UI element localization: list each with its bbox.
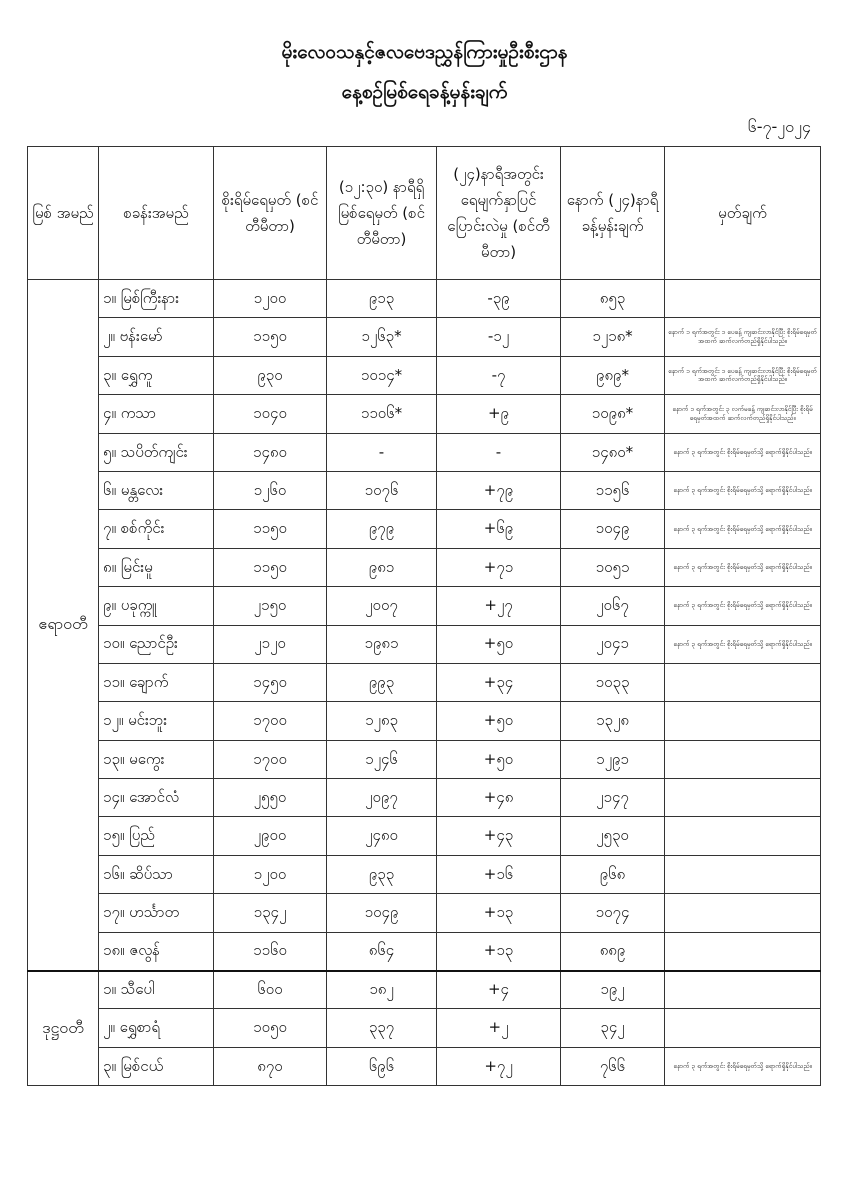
station-name: ၁၁။ ချောက် bbox=[99, 663, 214, 701]
level-change: +၆၉ bbox=[437, 510, 561, 548]
level-change: -၃၉ bbox=[437, 280, 561, 318]
col-header-river: မြစ် အမည် bbox=[28, 147, 99, 280]
forecast-level: ၁၀၄၉ bbox=[561, 510, 665, 548]
forecast-level: ၁၃၂၈ bbox=[561, 702, 665, 740]
current-level: ၁၂၄၆ bbox=[327, 740, 437, 778]
forecast-level: ၁၀၇၄ bbox=[561, 894, 665, 932]
station-name: ၁၈။ ဇလွန် bbox=[99, 932, 214, 970]
table-row bbox=[28, 471, 821, 509]
table-row bbox=[28, 318, 821, 356]
level-change: -၇ bbox=[437, 356, 561, 394]
current-level: ၂၄၈၀ bbox=[327, 817, 437, 855]
river-name: ဧရာဝတီ bbox=[28, 280, 99, 971]
current-level: ၂၀၉၇ bbox=[327, 779, 437, 817]
table-row bbox=[28, 894, 821, 932]
remark bbox=[665, 280, 821, 318]
level-change: +၁၆ bbox=[437, 855, 561, 893]
remark: နောက် ၁ ရက်အတွင်း ၃ လက်မခန့် ကျဆင်းလာနိုင်ပြီး စိုးရိမ်ရေမှတ်အထက် ဆက်လက်တည်ရှိနိုင်ပါသည်။ bbox=[665, 395, 821, 433]
col-header-current-level: (၁၂:၃၀) နာရီရှိ မြစ်ရေမှတ် (စင်တီမီတာ) bbox=[327, 147, 437, 280]
current-level: ၆၉၆ bbox=[327, 1047, 437, 1085]
table-row bbox=[28, 587, 821, 625]
danger-level: ၈၇၀ bbox=[214, 1047, 327, 1085]
remark bbox=[665, 663, 821, 701]
col-header-change: (၂၄)နာရီအတွင်း ရေမျက်နှာပြင် ပြောင်းလဲမှု (စင်တီမီတာ) bbox=[437, 147, 561, 280]
current-level: ၁၂၈၃ bbox=[327, 702, 437, 740]
level-change: +၂၇ bbox=[437, 587, 561, 625]
level-change: +၄၈ bbox=[437, 779, 561, 817]
table-row bbox=[28, 433, 821, 471]
remark: နောက် ၁ ရက်အတွင်း ၁ ပေခန့် ကျဆင်းလာနိုင်ပြီး စိုးရိမ်ရေမှတ်အထက် ဆက်လက်တည်ရှိနိုင်ပါသည်။ bbox=[665, 318, 821, 356]
remark: နောက် ၃ ရက်အတွင်း စိုးရိမ်ရေမှတ်သို့ ရောက်ရှိနိုင်ပါသည်။ bbox=[665, 510, 821, 548]
station-name: ၆။ မန္တလေး bbox=[99, 471, 214, 509]
forecast-level: ၁၂၁၈* bbox=[561, 318, 665, 356]
river-forecast-table bbox=[27, 146, 821, 1086]
danger-level: ၁၁၅၀ bbox=[214, 318, 327, 356]
table-row bbox=[28, 971, 821, 1009]
danger-level: ၁၂၀၀ bbox=[214, 855, 327, 893]
level-change: +၃၄ bbox=[437, 663, 561, 701]
table-body bbox=[28, 280, 821, 1086]
table-row bbox=[28, 932, 821, 970]
danger-level: ၁၁၆၀ bbox=[214, 932, 327, 970]
table-row bbox=[28, 740, 821, 778]
current-level: ၂၀၀၇ bbox=[327, 587, 437, 625]
level-change: +၁၃ bbox=[437, 932, 561, 970]
table-row bbox=[28, 817, 821, 855]
current-level: ၁၁၀၆* bbox=[327, 395, 437, 433]
forecast-level: ၁၄၈၀* bbox=[561, 433, 665, 471]
remark: နောက် ၃ ရက်အတွင်း စိုးရိမ်ရေမှတ်သို့ ရောက်ရှိနိုင်ပါသည်။ bbox=[665, 625, 821, 663]
remark bbox=[665, 971, 821, 1009]
col-header-remarks: မှတ်ချက် bbox=[665, 147, 821, 280]
level-change: +၉ bbox=[437, 395, 561, 433]
forecast-level: ၁၂၉၁ bbox=[561, 740, 665, 778]
current-level: ၁၉၈၁ bbox=[327, 625, 437, 663]
remark bbox=[665, 702, 821, 740]
table-row bbox=[28, 663, 821, 701]
forecast-level: ၂၁၄၇ bbox=[561, 779, 665, 817]
station-name: ၁၀။ ညောင်ဦး bbox=[99, 625, 214, 663]
river-name: ဒုဋ္ဌဝတီ bbox=[28, 971, 99, 1086]
forecast-level: ၈၅၃ bbox=[561, 280, 665, 318]
danger-level: ၁၄၈၀ bbox=[214, 433, 327, 471]
remark bbox=[665, 932, 821, 970]
station-name: ၁။ မြစ်ကြီးနား bbox=[99, 280, 214, 318]
col-header-forecast: နောက် (၂၄)နာရီ ခန့်မှန်းချက် bbox=[561, 147, 665, 280]
remark bbox=[665, 894, 821, 932]
forecast-level: ၈၈၉ bbox=[561, 932, 665, 970]
danger-level: ၆၀၀ bbox=[214, 971, 327, 1009]
level-change: +၇၉ bbox=[437, 471, 561, 509]
level-change: +၇၂ bbox=[437, 1047, 561, 1085]
station-name: ၁၂။ မင်းဘူး bbox=[99, 702, 214, 740]
station-name: ၁။ သီပေါ bbox=[99, 971, 214, 1009]
remark bbox=[665, 740, 821, 778]
remark: နောက် ၃ ရက်အတွင်း စိုးရိမ်ရေမှတ်သို့ ရောက်ရှိနိုင်ပါသည်။ bbox=[665, 1047, 821, 1085]
current-level: - bbox=[327, 433, 437, 471]
current-level: ၃၃၇ bbox=[327, 1009, 437, 1047]
report-date: ၆-၇-၂၀၂၄ bbox=[747, 117, 811, 136]
danger-level: ၂၁၂၀ bbox=[214, 625, 327, 663]
danger-level: ၁၁၅၀ bbox=[214, 548, 327, 586]
table-row bbox=[28, 779, 821, 817]
remark: နောက် ၃ ရက်အတွင်း စိုးရိမ်ရေမှတ်သို့ ရောက်ရှိနိုင်ပါသည်။ bbox=[665, 587, 821, 625]
remark: နောက် ၃ ရက်အတွင်း စိုးရိမ်ရေမှတ်သို့ ရောက်ရှိနိုင်ပါသည်။ bbox=[665, 471, 821, 509]
forecast-level: ၂၀၄၁ bbox=[561, 625, 665, 663]
danger-level: ၁၇၀၀ bbox=[214, 740, 327, 778]
level-change: +၅၀ bbox=[437, 625, 561, 663]
forecast-level: ၁၀၅၁ bbox=[561, 548, 665, 586]
current-level: ၁၈၂ bbox=[327, 971, 437, 1009]
forecast-level: ၉၈၉* bbox=[561, 356, 665, 394]
table-row bbox=[28, 855, 821, 893]
forecast-level: ၇၆၆ bbox=[561, 1047, 665, 1085]
table-row bbox=[28, 395, 821, 433]
station-name: ၁၃။ မကွေး bbox=[99, 740, 214, 778]
station-name: ၈။ မြင်းမူ bbox=[99, 548, 214, 586]
danger-level: ၁၁၅၀ bbox=[214, 510, 327, 548]
current-level: ၉၁၃ bbox=[327, 280, 437, 318]
current-level: ၁၀၁၄* bbox=[327, 356, 437, 394]
table-row bbox=[28, 548, 821, 586]
station-name: ၁၅။ ပြည် bbox=[99, 817, 214, 855]
forecast-level: ၁၁၅၆ bbox=[561, 471, 665, 509]
remark bbox=[665, 1009, 821, 1047]
current-level: ၉၈၁ bbox=[327, 548, 437, 586]
table-row bbox=[28, 356, 821, 394]
level-change: -၁၂ bbox=[437, 318, 561, 356]
level-change: +၂ bbox=[437, 1009, 561, 1047]
current-level: ၁၂၆၃* bbox=[327, 318, 437, 356]
station-name: ၂။ ရွှေစာရံ bbox=[99, 1009, 214, 1047]
current-level: ၉၇၉ bbox=[327, 510, 437, 548]
table-row bbox=[28, 625, 821, 663]
station-name: ၄။ ကသာ bbox=[99, 395, 214, 433]
table-row bbox=[28, 1047, 821, 1085]
level-change: +၄ bbox=[437, 971, 561, 1009]
danger-level: ၁၇၀၀ bbox=[214, 702, 327, 740]
current-level: ၁၀၇၆ bbox=[327, 471, 437, 509]
level-change: +၅၀ bbox=[437, 740, 561, 778]
remark: နောက် ၃ ရက်အတွင်း စိုးရိမ်ရေမှတ်သို့ ရောက်ရှိနိုင်ပါသည်။ bbox=[665, 433, 821, 471]
station-name: ၃။ မြစ်ငယ် bbox=[99, 1047, 214, 1085]
danger-level: ၁၂၆၀ bbox=[214, 471, 327, 509]
remark: နောက် ၁ ရက်အတွင်း ၁ ပေခန့် ကျဆင်းလာနိုင်ပြီး စိုးရိမ်ရေမှတ်အထက် ဆက်လက်တည်ရှိနိုင်ပါသည်။ bbox=[665, 356, 821, 394]
current-level: ၉၃၃ bbox=[327, 855, 437, 893]
forecast-level: ၂၀၆၇ bbox=[561, 587, 665, 625]
danger-level: ၁၀၄၀ bbox=[214, 395, 327, 433]
danger-level: ၁၂၀၀ bbox=[214, 280, 327, 318]
station-name: ၁၄။ အောင်လံ bbox=[99, 779, 214, 817]
col-header-danger-level: စိုးရိမ်ရေမှတ် (စင်တီမီတာ) bbox=[214, 147, 327, 280]
forecast-level: ၂၅၃၀ bbox=[561, 817, 665, 855]
page-title: မိုးလေဝသနှင့်ဇလဗေဒညွှန်ကြားမှုဦးစီးဌာန bbox=[281, 41, 568, 63]
page-subtitle: နေ့စဉ်မြစ်ရေခန့်မှန်းချက် bbox=[341, 81, 508, 103]
table-header-row bbox=[28, 147, 821, 280]
station-name: ၉။ ပခုက္ကူ bbox=[99, 587, 214, 625]
danger-level: ၁၃၄၂ bbox=[214, 894, 327, 932]
danger-level: ၂၁၅၀ bbox=[214, 587, 327, 625]
level-change: +၄၃ bbox=[437, 817, 561, 855]
level-change: +၁၃ bbox=[437, 894, 561, 932]
station-name: ၁၇။ ဟင်္သာတ bbox=[99, 894, 214, 932]
danger-level: ၂၅၅၀ bbox=[214, 779, 327, 817]
danger-level: ၉၃၀ bbox=[214, 356, 327, 394]
forecast-level: ၁၀၉၈* bbox=[561, 395, 665, 433]
table-row bbox=[28, 510, 821, 548]
level-change: - bbox=[437, 433, 561, 471]
table-row bbox=[28, 702, 821, 740]
level-change: +၇၁ bbox=[437, 548, 561, 586]
danger-level: ၁၄၅၀ bbox=[214, 663, 327, 701]
danger-level: ၂၉၀၀ bbox=[214, 817, 327, 855]
table-row bbox=[28, 1009, 821, 1047]
forecast-level: ၁၀၃၃ bbox=[561, 663, 665, 701]
danger-level: ၁၀၅၀ bbox=[214, 1009, 327, 1047]
table-row bbox=[28, 280, 821, 318]
forecast-level: ၉၆၈ bbox=[561, 855, 665, 893]
current-level: ၁၀၄၉ bbox=[327, 894, 437, 932]
remark: နောက် ၃ ရက်အတွင်း စိုးရိမ်ရေမှတ်သို့ ရောက်ရှိနိုင်ပါသည်။ bbox=[665, 548, 821, 586]
current-level: ၈၆၄ bbox=[327, 932, 437, 970]
forecast-level: ၃၄၂ bbox=[561, 1009, 665, 1047]
level-change: +၅၀ bbox=[437, 702, 561, 740]
col-header-station: စခန်းအမည် bbox=[99, 147, 214, 280]
current-level: ၉၉၃ bbox=[327, 663, 437, 701]
station-name: ၃။ ရွှေကူ bbox=[99, 356, 214, 394]
remark bbox=[665, 779, 821, 817]
forecast-level: ၁၉၂ bbox=[561, 971, 665, 1009]
station-name: ၇။ စစ်ကိုင်း bbox=[99, 510, 214, 548]
station-name: ၅။ သပိတ်ကျင်း bbox=[99, 433, 214, 471]
remark bbox=[665, 817, 821, 855]
remark bbox=[665, 855, 821, 893]
station-name: ၁၆။ ဆိပ်သာ bbox=[99, 855, 214, 893]
station-name: ၂။ ဗန်းမော် bbox=[99, 318, 214, 356]
